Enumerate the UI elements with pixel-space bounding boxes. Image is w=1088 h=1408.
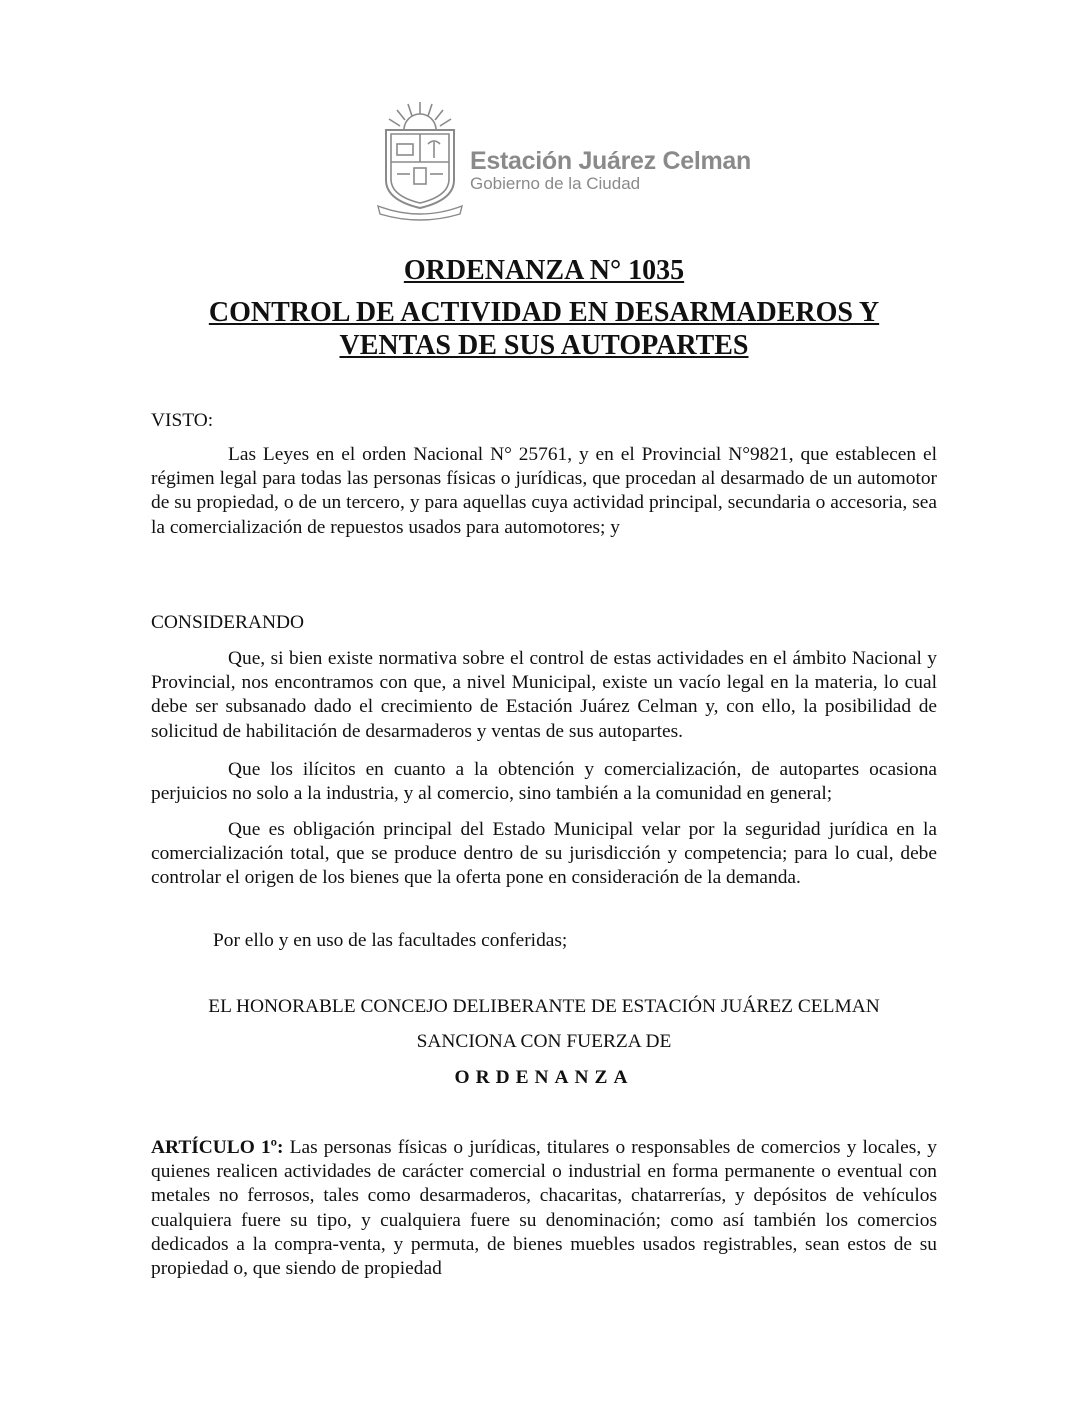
considerando-paragraph-2: Que los ilícitos en cuanto a la obtención y comercialización, de autopartes ocasiona perjuicios no solo a la industria, y al comercio, sino también a la comunidad en general; xyxy=(151,759,937,805)
ordinance-title-line-1: CONTROL DE ACTIVIDAD EN DESARMADEROS Y xyxy=(208,297,880,328)
considerando-label: CONSIDERANDO xyxy=(151,612,304,633)
considerando-paragraph-4: Por ello y en uso de las facultades conferidas; xyxy=(213,930,568,951)
visto-paragraph: Las Leyes en el orden Nacional N° 25761, y en el Provincial N°9821, que establecen el régimen legal para todas las personas físicas o jurídicas, que procedan al desarmado de un automotor de su propiedad, o de un tercero, y para aquellas cuya actividad principal, secundaria o accesoria, sea la comercialización de repuestos usados para automotores; y xyxy=(151,444,937,538)
visto-label: VISTO: xyxy=(151,410,214,431)
considerando-paragraph-1: Que, si bien existe normativa sobre el control de estas actividades en el ámbito Nacional y Provincial, nos encontramos con que, a nivel Municipal, existe un vacío legal en la materia, lo cual debe ser subsanado dado el crecimiento de Estación Juárez Celman y, con ello, la posibilidad de solicitud de habilitación de desarmaderos y ventas de sus autopartes. xyxy=(151,648,937,742)
municipality-name: Estación Juárez Celman xyxy=(470,147,752,175)
ordinance-number: ORDENANZA N° 1035 xyxy=(403,255,685,286)
brand-block xyxy=(470,148,751,194)
article-1-paragraph xyxy=(151,1136,937,1281)
municipal-coat-of-arms-icon xyxy=(372,100,468,222)
sanction-line-2: SANCIONA CON FUERZA DE xyxy=(416,1031,672,1052)
considerando-paragraph-3: Que es obligación principal del Estado Municipal velar por la seguridad jurídica en la comercialización total, que se produce dentro de su jurisdicción y competencia; para lo cual, debe controlar el origen de los bienes que la oferta pone en consideración de la demanda. xyxy=(151,819,937,889)
article-1-label: ARTÍCULO 1º: xyxy=(151,1137,284,1158)
sanction-line-3: ORDENANZA xyxy=(454,1067,634,1088)
letterhead xyxy=(372,100,792,225)
sanction-line-1: EL HONORABLE CONCEJO DELIBERANTE DE ESTACIÓN JUÁREZ CELMAN xyxy=(208,996,880,1017)
ordinance-title-line-2: VENTAS DE SUS AUTOPARTES xyxy=(339,330,749,361)
municipality-subtitle: Gobierno de la Ciudad xyxy=(470,174,641,193)
article-1-text: Las personas físicas o jurídicas, titulares o responsables de comercios y locales, y quienes realicen actividades de carácter comercial o industrial en forma permanente o eventual con metales no ferrosos, tales como desarmaderos, chacaritas, chatarrerías, y depósitos de vehículos cualquiera fuere su tipo, y cualquiera fuere su denominación; como así también los comercios dedicados a la compra-venta, y permuta, de bienes muebles usados registrables, sean estos de su propiedad o, que siendo de propiedad xyxy=(151,1137,937,1280)
ordinance-title xyxy=(0,296,1088,362)
